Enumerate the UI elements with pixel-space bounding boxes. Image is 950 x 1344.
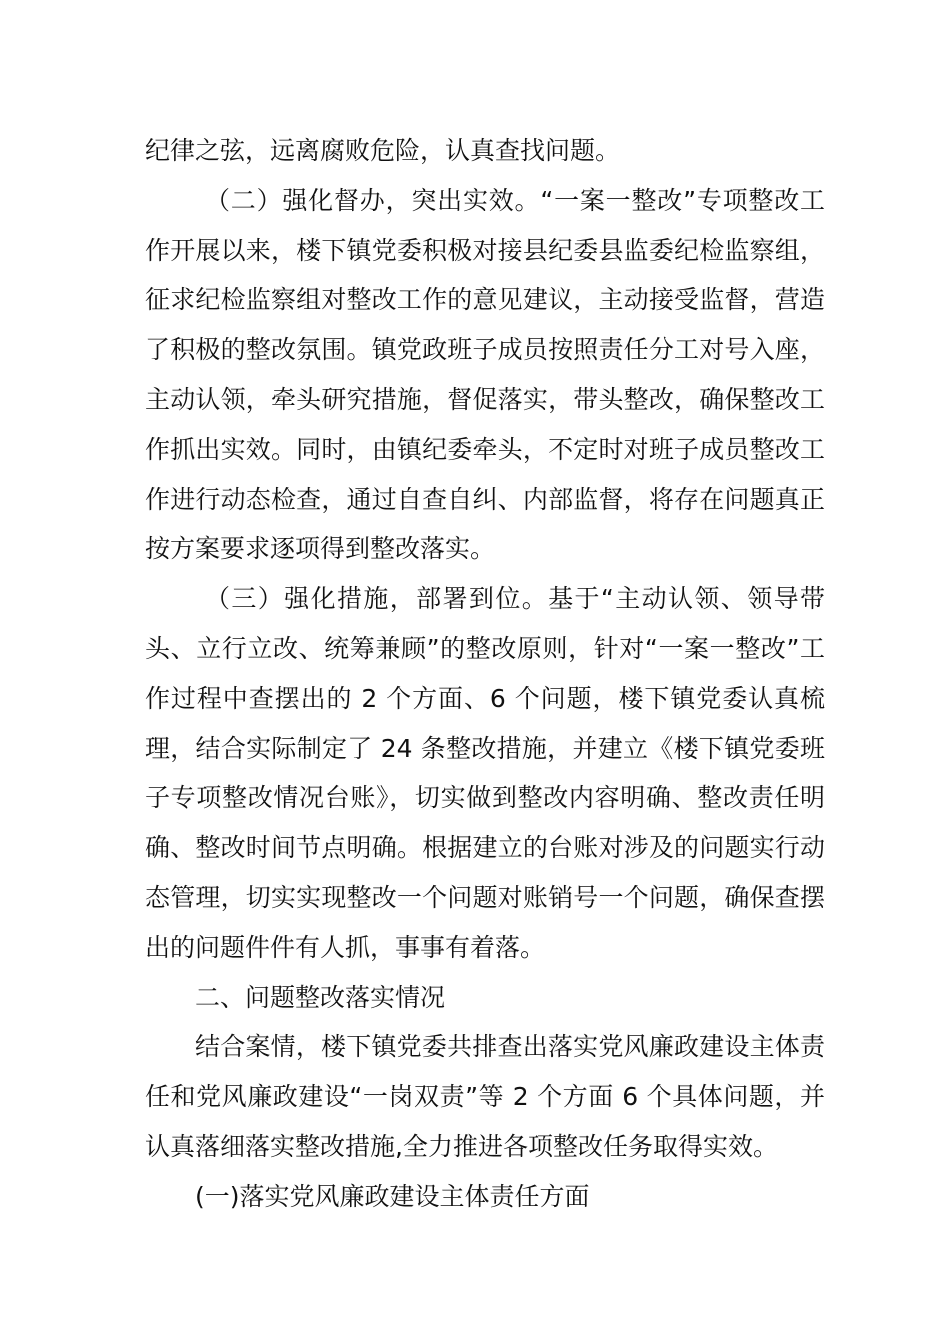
section-heading-rectification: 二、问题整改落实情况	[195, 982, 446, 1012]
paragraph-case-summary: 结合案情，楼下镇党委共排查出落实党风廉政建设主体责任和党风廉政建设“一岗双责”等 2 个方面 6 个具体问题，并认真落细落实整改措施,全力推进各项整改任务取得实效。	[145, 1032, 825, 1161]
paragraph-supervision: （二）强化督办，突出实效。“一案一整改”专项整改工作开展以来，楼下镇党委积极对接县纪委县监委纪检监察组，征求纪检监察组对整改工作的意见建议，主动接受监督，营造了积极的整改氛围。镇党政班子成员按照责任分工对号入座，主动认领，牵头研究措施，督促落实，带头整改，确保整改工作抓出实效。同时，由镇纪委牵头，不定时对班子成员整改工作进行动态检查，通过自查自纠、内部监督，将存在问题真正按方案要求逐项得到整改落实。	[145, 185, 825, 564]
subsection-heading-responsibility: (一)落实党风廉政建设主体责任方面	[195, 1181, 590, 1211]
document-body	[145, 126, 825, 1222]
paragraph-measures: （三）强化措施，部署到位。基于“主动认领、领导带头、立行立改、统筹兼顾”的整改原则，针对“一案一整改”工作过程中查摆出的 2 个方面、6 个问题，楼下镇党委认真梳理，结合实际制定了 24 条整改措施，并建立《楼下镇党委班子专项整改情况台账》，切实做到整改内容明确、整改责任明确、整改时间节点明确。根据建立的台账对涉及的问题实行动态管理，切实实现整改一个问题对账销号一个问题，确保查摆出的问题件件有人抓，事事有着落。	[145, 584, 825, 962]
paragraph-continuation: 纪律之弦，远离腐败危险，认真查找问题。	[145, 136, 621, 165]
